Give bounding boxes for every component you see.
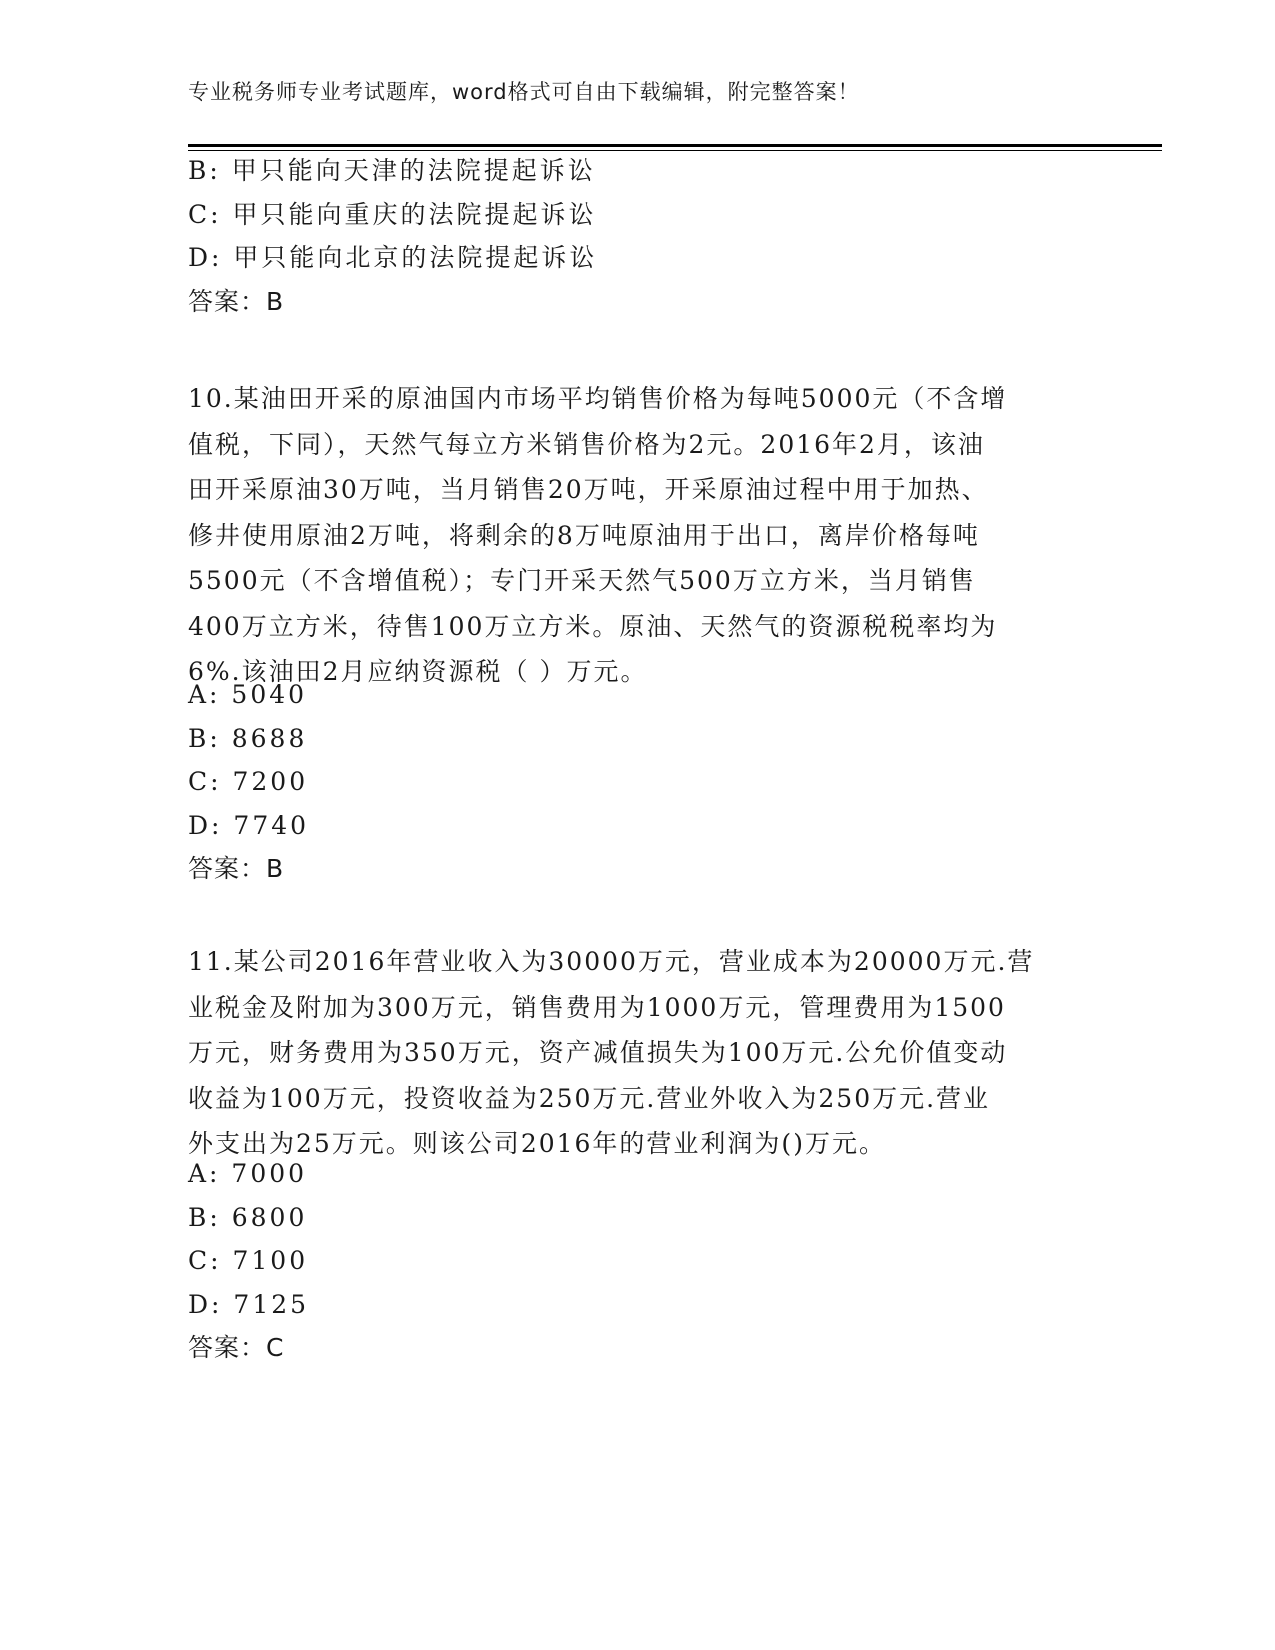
q10-option-d: D: 7740 bbox=[188, 811, 310, 840]
q10-option-a: A: 5040 bbox=[188, 680, 308, 709]
q11-option-b: B: 6800 bbox=[188, 1203, 308, 1232]
q11-stem-line: 万元，财务费用为350万元，资产减值损失为100万元.公允价值变动 bbox=[188, 1038, 1008, 1067]
q11-option-c: C: 7100 bbox=[188, 1246, 309, 1275]
q11-option-d: D: 7125 bbox=[188, 1290, 310, 1319]
header-rule-thick bbox=[188, 144, 1162, 147]
q10-stem-line: 6%.该油田2月应纳资源税（ ）万元。 bbox=[188, 657, 648, 686]
q11-answer: 答案：C bbox=[188, 1333, 285, 1362]
q10-stem-line: 田开采原油30万吨，当月销售20万吨，开采原油过程中用于加热、 bbox=[188, 475, 989, 504]
q11-stem-line: 业税金及附加为300万元，销售费用为1000万元，管理费用为1500 bbox=[188, 992, 1006, 1022]
q10-option-c: C: 7200 bbox=[188, 767, 309, 796]
q9-option-b: B: 甲只能向天津的法院提起诉讼 bbox=[188, 156, 596, 185]
q11-stem-line: 收益为100万元，投资收益为250万元.营业外收入为250万元.营业 bbox=[188, 1083, 991, 1113]
q10-stem-line: 修井使用原油2万吨，将剩余的8万吨原油用于出口，离岸价格每吨 bbox=[188, 520, 980, 550]
page-header: 专业税务师专业考试题库，word格式可自由下载编辑，附完整答案！ bbox=[188, 80, 860, 104]
q11-stem-line: 外支出为25万元。则该公司2016年的营业利润为()万元。 bbox=[188, 1129, 886, 1158]
q10-answer: 答案：B bbox=[188, 854, 285, 883]
q10-option-b: B: 8688 bbox=[188, 724, 308, 753]
q9-option-c: C: 甲只能向重庆的法院提起诉讼 bbox=[188, 200, 597, 229]
q10-stem-line: 值税，下同），天然气每立方米销售价格为2元。2016年2月，该油 bbox=[188, 429, 985, 459]
q10-stem-line: 10.某油田开采的原油国内市场平均销售价格为每吨5000元（不含增 bbox=[188, 384, 1008, 413]
q11-stem bbox=[188, 939, 1088, 1167]
q10-stem-line: 5500元（不含增值税）；专门开采天然气500万立方米，当月销售 bbox=[188, 566, 976, 595]
header-rule-thin bbox=[188, 150, 1162, 151]
q10-stem bbox=[188, 376, 1088, 695]
q9-option-d: D: 甲只能向北京的法院提起诉讼 bbox=[188, 243, 598, 272]
q11-stem-line: 11.某公司2016年营业收入为30000万元，营业成本为20000万元.营 bbox=[188, 947, 1035, 976]
q11-option-a: A: 7000 bbox=[188, 1159, 308, 1188]
q9-answer: 答案：B bbox=[188, 287, 285, 316]
q10-stem-line: 400万立方米，待售100万立方米。原油、天然气的资源税税率均为 bbox=[188, 611, 998, 641]
